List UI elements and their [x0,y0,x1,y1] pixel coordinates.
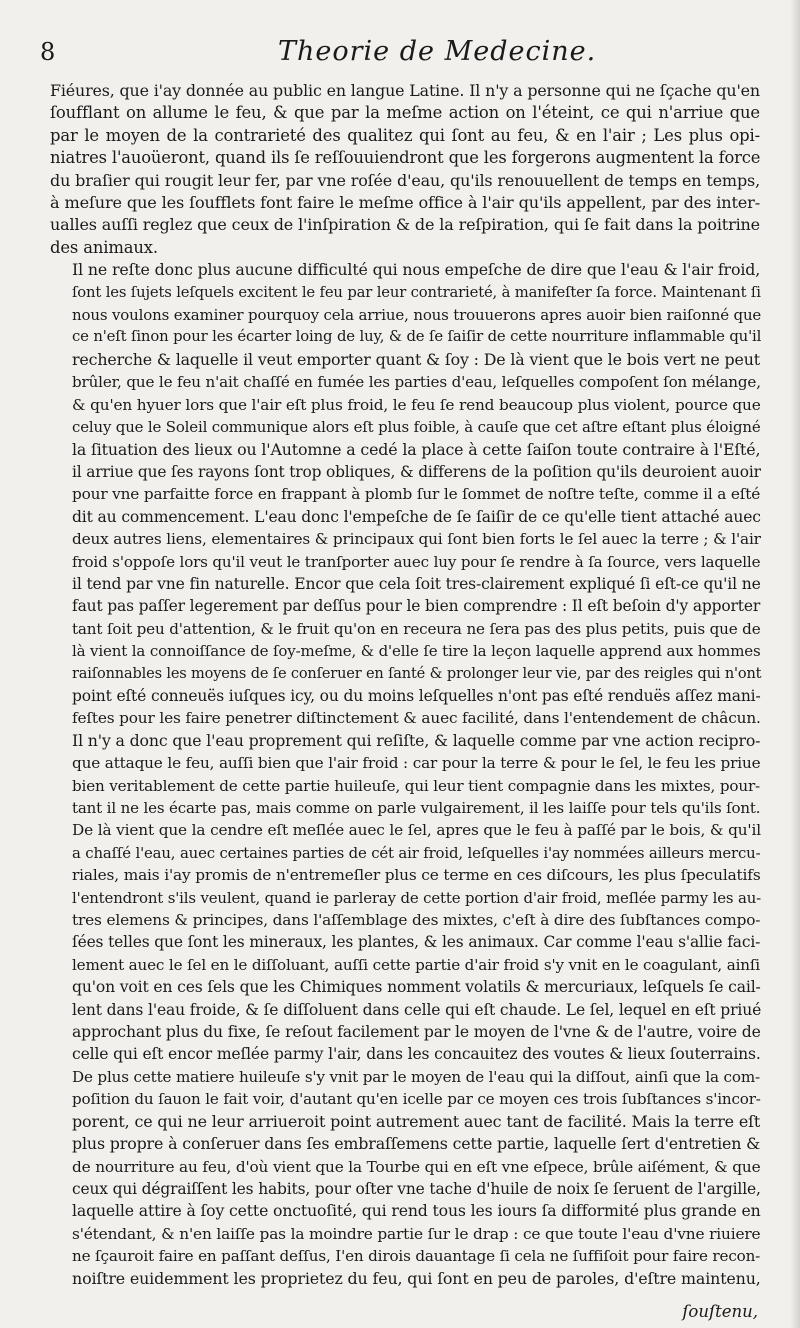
text-line: recherche & laquelle il veut emporter quant & ſoy : De là vient que le bois vert ne peut [72,349,760,369]
text-line: faut pas paſſer legerement par deſſus pour le bien comprendre : Il eſt beſoin d'y apporter [72,597,761,616]
text-line: poſition du ſauon le fait voir, d'autant qu'en icelle par ce moyen ces trois ſubſtances s'incor- [72,1090,761,1109]
text-line: riales, mais i'ay promis de n'entremeſler plus ce terme en ces diſcours, les plus ſpeculatifs [72,866,761,885]
text-line: ne ſçauroit faire en paſſant deſſus, I'en dirois dauantage ſi cela ne ſuffiſoit pour faire recon- [72,1247,761,1266]
text-line: par le moyen de la contrarieté des qualitez qui ſont au feu, & en l'air ; Les plus opi- [50,125,760,145]
text-line: dit au commencement. L'eau donc l'empeſche de ſe ſaiſir de ce qu'elle tient attaché auec [72,507,761,526]
text-line: noiſtre euidemment les proprietez du feu, qui ſont en peu de paroles, d'eſtre maintenu, [72,1268,761,1288]
text-line: ſont les ſujets leſquels excitent le feu par leur contrarieté, à manifeſter ſa force. Maintenant ſi [72,283,761,301]
text-line: la ſituation des lieux ou l'Automne a cedé la place à cette ſaiſon toute contraire à l'Eſté, [72,439,761,459]
text-line: il tend par vne fin naturelle. Encor que cela ſoit tres-clairement expliqué ſi eſt-ce qu'il ne [72,574,761,593]
text-line: & qu'en hyuer lors que l'air eſt plus froid, le feu ſe rend beaucoup plus violent, pource que [72,395,761,414]
text-line: nous voulons examiner pourquoy cela arriue, nous trouuerons apres auoir bien raiſonné que [72,306,762,325]
text-line: tres elemens & principes, dans l'aſſemblage des mixtes, c'eſt à dire des ſubſtances compo- [72,911,761,930]
text-line: l'entendront s'ils veulent, quand ie parleray de cette portion d'air froid, meſlée parmy les au- [72,888,762,907]
text-line: que attaque le feu, auſſi bien que l'air froid : car pour la terre & pour le ſel, le feu les priue [72,754,761,773]
text-line: Il n'y a donc que l'eau proprement qui reſiſte, & laquelle comme par vne action recipro- [72,730,761,750]
text-line: tant il ne les écarte pas, mais comme on parle vulgairement, il les laiſſe pour tels qu'ils ſont. [72,799,761,817]
text-line: ſoufflant on allume le feu, & que par la meſme action on l'éteint, ce qui n'arriue que [50,103,760,123]
text-line: ceux qui dégraiſſent les habits, pour oſter vne tache d'huile de noix ſe ſeruent de l'argille, [72,1179,761,1198]
running-head: Theorie de Medecine. [278,36,597,67]
text-line: du braſier qui rougit leur fer, par vne roſée d'eau, qu'ils renouuellent de temps en temps, [50,170,761,190]
text-line: celle qui eſt encor meſlée parmy l'air, dans les concauitez des voutes & lieux ſouterrains. [72,1045,761,1064]
page-header [0,30,800,78]
text-line: plus propre à conſeruer dans ſes embraſſemens cette partie, laquelle ſert d'entretien & [72,1134,761,1154]
text-line: a chaſſé l'eau, auec certaines parties de cét air froid, leſquelles i'ay nommées ailleurs mercu- [72,843,761,862]
text-line: froid s'oppoſe lors qu'il veut le tranſporter auec luy pour ſe rendre à ſa ſource, vers laquelle [72,552,761,571]
text-line: brûler, que le feu n'ait chaſſé en fumée les parties d'eau, leſquelles compoſent ſon mélange, [72,373,761,392]
paragraph [50,730,760,1290]
text-line: Fiéures, que i'ay donnée au public en langue Latine. Il n'y a personne qui ne ſçache qu'en [50,81,760,100]
text-line: laquelle attire à ſoy cette onctuoſité, qui rend tous les iours ſa difformité plus grande en [72,1201,761,1221]
text-line: des animaux. [50,237,158,257]
text-line: De plus cette matiere huileuſe s'y vnit par le moyen de l'eau qui la diſſout, ainſi que la com- [72,1067,760,1086]
text-line: s'étendant, & n'en laiſſe pas la moindre partie ſur le drap : ce que toute l'eau d'vne riuiere [72,1224,761,1243]
text-line: tant ſoit peu d'attention, & le fruit qu'on en receura ne ſera pas des plus petits, puis que de [72,619,761,638]
body-text [50,80,760,1290]
text-line: pour vne parfaitte force en frappant à plomb ſur le ſommet de noſtre teſte, comme il a eſté [72,485,761,504]
text-line: celuy que le Soleil communique alors eſt plus foible, à cauſe que cet aſtre eſtant plus éloigné [72,418,761,437]
text-line: De là vient que la cendre eſt meſlée auec le ſel, apres que le feu à paſſé par le bois, & qu'il [72,821,761,840]
text-line: porent, ce qui ne leur arriueroit point autrement auec tant de facilité. Mais la terre eſt [72,1111,761,1131]
page-edge-shadow [790,0,800,1328]
text-line: Il ne reſte donc plus aucune difficulté qui nous empeſche de dire que l'eau & l'air froid, [72,260,761,280]
text-line: ſées telles que ſont les mineraux, les plantes, & les animaux. Car comme l'eau s'allie faci- [72,933,761,952]
text-line: feſtes pour les faire penetrer diſtinctement & auec facilité, dans l'entendement de châcun. [72,709,761,728]
text-line: là vient la connoiſſance de ſoy-meſme, & d'elle ſe tire la leçon laquelle apprend aux hommes [72,642,761,661]
page-number: 8 [40,38,57,66]
paragraph [50,80,760,259]
text-line: deux autres liens, elementaires & principaux qui ſont bien forts le ſel auec la terre ; & l'air [72,530,761,549]
text-line: de nourriture au feu, d'où vient que la Tourbe qui en eſt vne eſpece, brûle aiſément, & que [72,1157,761,1176]
text-line: point eſté conneuës iuſques icy, ou du moins leſquelles n'ont pas eſté renduës aſſez mani- [72,686,761,705]
text-line: niatres l'auoüeront, quand ils ſe reſſouuiendront que les forgerons augmentent la force [50,148,761,168]
text-line: raiſonnables les moyens de ſe conſeruer en ſanté & prolonger leur vie, par des reigles qui n'ont [72,665,762,682]
text-line: ualles auſſi reglez que ceux de l'inſpiration & de la reſpiration, qui ſe fait dans la poitrine [50,215,760,235]
text-line: il arriue que ſes rayons ſont trop obliques, & differens de la poſition qu'ils deuroient auoir [72,462,761,481]
text-line: lent dans l'eau froide, & ſe diſſoluent dans celle qui eſt chaude. Le ſel, lequel en eſt priué [72,1000,762,1019]
text-line: qu'on voit en ces ſels que les Chimiques nomment volatils & mercuriaux, leſquels ſe cail- [72,978,761,997]
text-line: à meſure que les ſoufflets font faire le meſme office à l'air qu'ils appellent, par des inter- [50,193,760,213]
paragraph [50,259,760,730]
text-line: ce n'eſt ſinon pour les écarter loing de luy, & de ſe ſaiſir de cette nourriture inflammable qu'il [72,328,762,346]
text-line: approchant plus du fixe, ſe reſout facilement par le moyen de l'vne & de l'autre, voire de [72,1023,761,1042]
catchword: ſouſtenu, [682,1302,758,1321]
text-line: lement auec le ſel en le diſſoluant, auſſi cette partie d'air froid s'y vnit en le coagulant, ainſi [72,955,760,974]
text-line: bien veritablement de cette partie huileuſe, qui leur tient compagnie dans les mixtes, pour- [72,776,760,795]
